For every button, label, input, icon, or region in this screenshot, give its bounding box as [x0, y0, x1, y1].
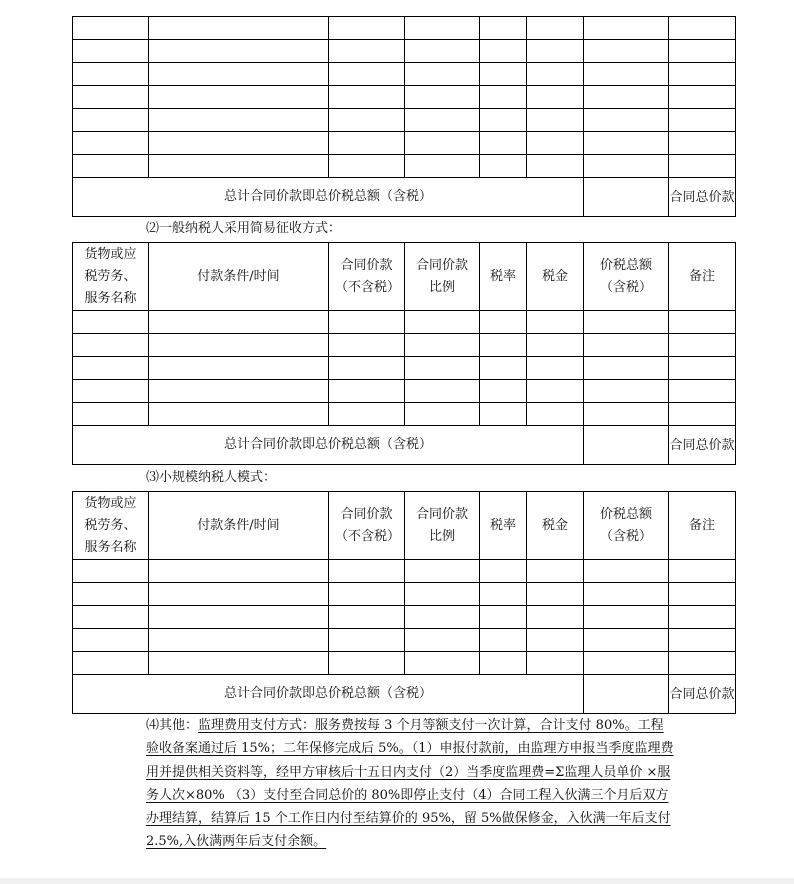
table-row [73, 311, 736, 334]
table-row [73, 583, 736, 606]
header-tax-amount: 税金 [527, 492, 584, 560]
total-label: 总计合同价款即总价税总额（含税） [73, 178, 584, 217]
total-row [73, 178, 736, 217]
other-terms-label: ⑷其他： [146, 718, 199, 733]
table-row [73, 86, 736, 109]
table-row [73, 652, 736, 675]
table-row [73, 109, 736, 132]
table-small-scale-taxpayer [72, 491, 736, 714]
table-row [73, 132, 736, 155]
page-bottom-edge [0, 878, 794, 884]
table-simple-levy [72, 242, 736, 465]
header-goods-name: 货物或应税劳务、服务名称 [73, 492, 149, 560]
header-total-incl-tax: 价税总额（含税） [584, 243, 669, 311]
table-row [73, 560, 736, 583]
table-row [73, 380, 736, 403]
header-remarks: 备注 [669, 243, 736, 311]
total-label: 总计合同价款即总价税总额（含税） [73, 426, 584, 465]
total-label: 总计合同价款即总价税总额（含税） [73, 675, 584, 714]
table-row [73, 63, 736, 86]
other-terms-paragraph [146, 714, 676, 854]
header-price-ratio: 合同价款比例 [405, 492, 480, 560]
table-row [73, 606, 736, 629]
header-price-excl-tax: 合同价款（不含税） [329, 492, 405, 560]
header-price-ratio: 合同价款比例 [405, 243, 480, 311]
section-3-caption: ⑶小规模纳税人模式： [146, 470, 277, 485]
header-goods-name: 货物或应税劳务、服务名称 [73, 243, 149, 311]
table-row [73, 155, 736, 178]
other-terms-text: 监理费用支付方式：服务费按每 3 个月等额支付一次计算，合计支付 80%。工程验收备案通过后 15%；二年保修完成后 5%。（1）申报付款前，由监理方申报当季度监理费用并提供相关资料等，经甲方审核后十五日内支付（2）当季度监理费=Σ监理人员单价 ×服务人次×80% （3）支付至合同总价的 80%即停止支付（4）合同工程入伙满三个月后双方办理结算，结算后 15 个工作日内付至结算价的 95%，留 5%做保修金，入伙满一年后支付 2.5%,入伙满两年后支付余额。 [146, 718, 674, 850]
header-total-incl-tax: 价税总额（含税） [584, 492, 669, 560]
header-tax-rate: 税率 [480, 492, 527, 560]
table-row [73, 629, 736, 652]
table-row [73, 40, 736, 63]
header-price-excl-tax: 合同价款（不含税） [329, 243, 405, 311]
header-remarks: 备注 [669, 492, 736, 560]
total-row [73, 426, 736, 465]
table-general-taxpayer-continued [72, 16, 736, 217]
table-row [73, 334, 736, 357]
total-value-label: 合同总价款 [669, 675, 736, 714]
total-row [73, 675, 736, 714]
table-row [73, 403, 736, 426]
header-tax-amount: 税金 [527, 243, 584, 311]
header-row [73, 243, 736, 311]
total-value-label: 合同总价款 [669, 178, 736, 217]
header-payment-terms: 付款条件/时间 [149, 492, 329, 560]
header-row [73, 492, 736, 560]
header-tax-rate: 税率 [480, 243, 527, 311]
header-payment-terms: 付款条件/时间 [149, 243, 329, 311]
table-row [73, 357, 736, 380]
total-value-label: 合同总价款 [669, 426, 736, 465]
table-row [73, 17, 736, 40]
section-2-caption: ⑵一般纳税人采用简易征收方式： [146, 221, 342, 236]
